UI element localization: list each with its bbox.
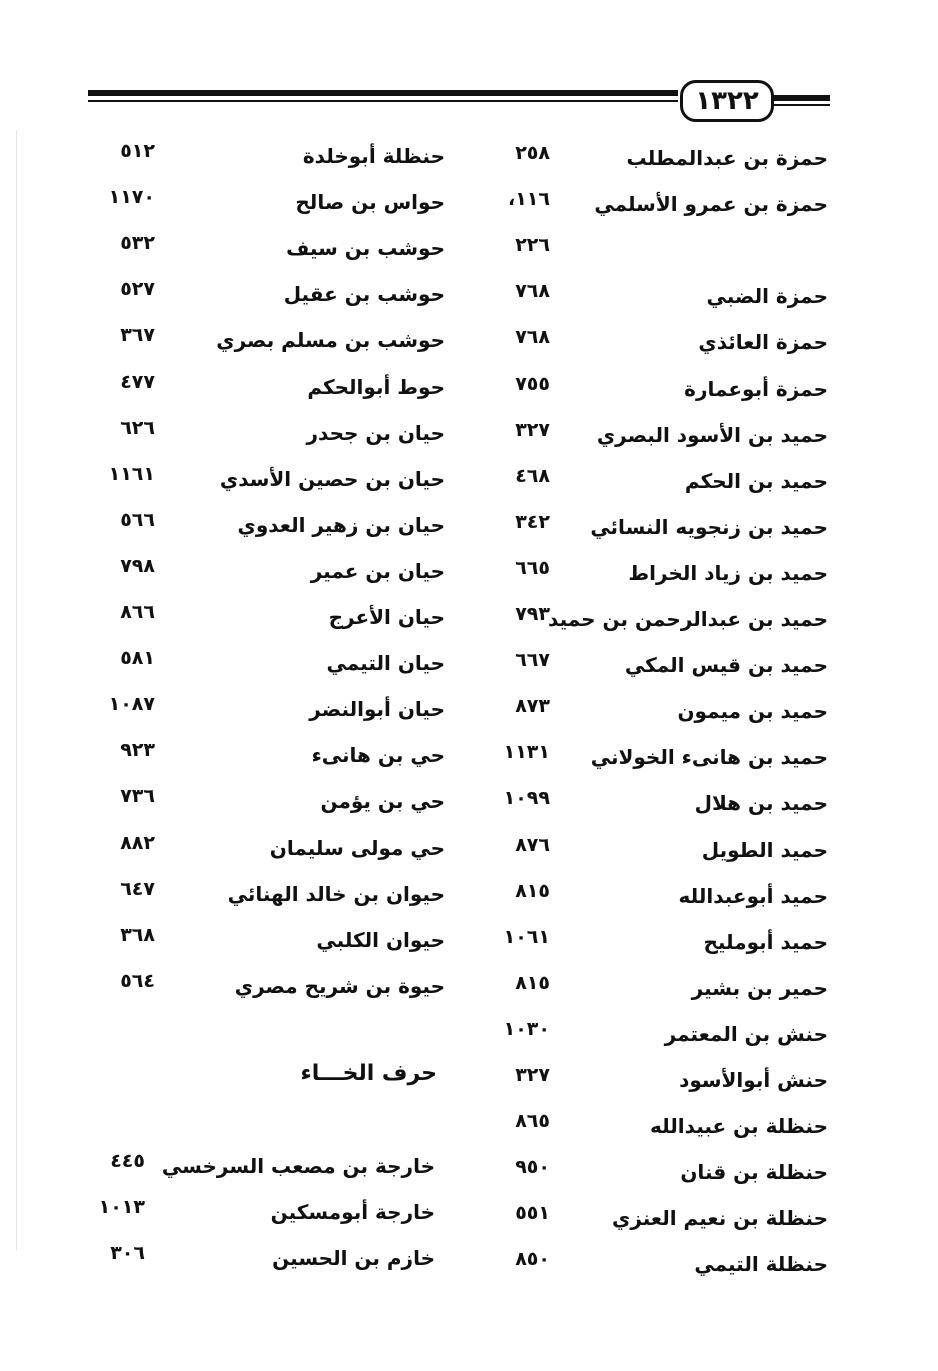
- index-entry-page: ١١٧٠: [108, 186, 155, 209]
- index-entry-page: ٧٦٨: [515, 280, 550, 303]
- index-entry-name: حيان بن زهير العدوي: [237, 512, 445, 537]
- index-entry-name: خازم بن الحسين: [272, 1246, 435, 1270]
- index-entry-page: ٣٤٢: [515, 510, 550, 533]
- header-rule-left-thin: [88, 100, 678, 102]
- scan-margin-line: [16, 130, 17, 1250]
- index-entry-name: حنظلة بن قنان: [680, 1160, 828, 1185]
- index-entry-name: حميد بن ميمون: [677, 699, 828, 724]
- index-entry-name: حميد بن قيس المكي: [624, 653, 828, 678]
- index-entry-name: حمير بن بشير: [691, 975, 828, 1000]
- index-entry-page: ٦٦٥: [515, 556, 550, 579]
- index-entry-name: حميد بن عبدالرحمن بن حميد: [548, 607, 828, 631]
- index-entry-page: ٧٣٦: [120, 785, 155, 808]
- index-entry-page: ٨٨٢: [120, 831, 155, 854]
- index-entry-page: ٩٥٠: [515, 1156, 550, 1179]
- index-entry-page: ١٠٨٧: [108, 693, 155, 716]
- index-entry-page: ٧٦٨: [515, 326, 550, 349]
- index-entry-page: ٨٧٦: [515, 833, 550, 856]
- index-entry-name: حنظلة بن عبيدالله: [650, 1114, 828, 1139]
- index-entry-name: حوشب بن عقيل: [283, 282, 445, 307]
- index-entry-name: حوشب بن مسلم بصري: [216, 328, 445, 353]
- index-entry-page: ٨١٥: [515, 879, 550, 902]
- index-entry-name: حنظلة بن نعيم العنزي: [612, 1206, 828, 1231]
- index-entry-name: خارجة أبومسكين: [270, 1200, 435, 1224]
- index-entry-name: حميد أبومليح: [703, 929, 828, 954]
- index-entry-name: حيان بن عمير: [310, 558, 445, 583]
- index-entry-page: ٨١٥: [515, 971, 550, 994]
- index-entry-name: حيوان الكلبي: [316, 927, 445, 952]
- index-entry-page: ٦٦٧: [515, 649, 550, 672]
- index-entry-page: ٥٣٢: [120, 232, 155, 255]
- index-entry-name: حمزة الضبي: [706, 284, 828, 309]
- index-entry-page: ٤٧٧: [120, 370, 155, 393]
- index-entry-page: ٣٢٧: [515, 1064, 550, 1086]
- index-entry-name: حنظلة التيمي: [694, 1252, 828, 1277]
- index-entry-page: ٩٢٣: [120, 739, 155, 762]
- index-entry-name: حمزة أبوعمارة: [684, 376, 828, 401]
- header-rule-right-thin: [772, 104, 830, 106]
- index-entry-page: ١١٦،: [507, 188, 550, 211]
- index-entry-name: حميد بن هانىء الخولاني: [590, 745, 828, 770]
- index-entry-page: ٥٦٤: [120, 969, 155, 992]
- index-entry-name: حميد بن هلال: [694, 791, 828, 816]
- index-entry-name: حي بن هانىء: [311, 743, 445, 768]
- header-rule-left-thick: [88, 90, 678, 96]
- index-entry-name: حمزة بن عبدالمطلب: [626, 146, 828, 170]
- index-entry-page: ٥٨١: [120, 647, 155, 670]
- index-entry-page: ٣٦٧: [120, 324, 155, 347]
- index-entry-page: ٥٢٧: [120, 278, 155, 301]
- index-entry-page: ٥٥١: [515, 1202, 550, 1225]
- index-entry-page: ٨٦٦: [120, 601, 155, 623]
- index-entry-name: خارجة بن مصعب السرخسي: [161, 1154, 435, 1178]
- index-entry-page: ١١٣١: [503, 741, 550, 764]
- index-entry-name: حوط أبوالحكم: [307, 374, 445, 399]
- section-heading: حرف الخـــاء: [300, 1061, 437, 1086]
- index-entry-name: حيوان بن خالد الهنائي: [227, 881, 445, 906]
- index-entry-page: ٤٦٨: [515, 464, 550, 487]
- index-entry-page: ٧٩٣: [515, 603, 550, 625]
- index-entry-page: ١٠١٣: [98, 1196, 145, 1218]
- index-entry-page: ٥٦٦: [120, 508, 155, 531]
- page-number: ١٣٢٢: [680, 80, 774, 122]
- index-entry-page: ٨٥٠: [515, 1248, 550, 1271]
- index-entry-name: حنش أبوالأسود: [679, 1068, 828, 1092]
- index-entry-page: ٢٢٦: [515, 234, 550, 257]
- index-entry-page: ٣٢٧: [515, 418, 550, 441]
- index-entry-page: ٦٢٦: [120, 416, 155, 439]
- index-entry-name: حيان التيمي: [326, 651, 445, 676]
- index-entry-page: ٢٥٨: [515, 142, 550, 164]
- index-entry-name: حيان أبوالنضر: [309, 697, 445, 722]
- index-entry-name: حيوة بن شريح مصري: [234, 973, 445, 998]
- index-entry-name: حمزة بن عمرو الأسلمي: [594, 192, 828, 217]
- index-entry-page: ١٠٣٠: [503, 1017, 550, 1040]
- index-entry-name: حميد أبوعبدالله: [678, 883, 828, 908]
- index-entry-page: ٥١٢: [120, 140, 155, 162]
- index-entry-name: حواس بن صالح: [295, 190, 445, 215]
- index-entry-name: حيان بن جحدر: [306, 420, 445, 445]
- index-entry-name: حميد بن زياد الخراط: [628, 560, 828, 585]
- index-entry-name: حيان بن حصين الأسدي: [219, 466, 445, 491]
- index-entry-name: حميد بن زنجويه النسائي: [590, 514, 828, 539]
- index-entry-name: حي مولى سليمان: [269, 835, 445, 860]
- index-entry-page: ٧٥٥: [515, 372, 550, 395]
- index-entry-name: حمزة العائذي: [698, 330, 828, 355]
- index-entry-name: حنش بن المعتمر: [664, 1021, 828, 1046]
- index-entry-page: ١٠٦١: [503, 925, 550, 948]
- index-entry-page: ٤٤٥: [110, 1150, 145, 1172]
- index-entry-page: ٨٦٥: [515, 1110, 550, 1133]
- index-entry-page: ٦٤٧: [120, 877, 155, 900]
- index-entry-name: حيان الأعرج: [328, 605, 445, 629]
- index-entry-name: حي بن يؤمن: [320, 789, 445, 814]
- index-entry-page: ١٠٩٩: [503, 787, 550, 810]
- index-entry-page: ٣٦٨: [120, 923, 155, 946]
- index-entry-name: حنظلة أبوخلدة: [302, 144, 445, 168]
- header-rule-right-thick: [772, 95, 830, 101]
- index-entry-page: ٣٠٦: [110, 1242, 145, 1264]
- index-entry-page: ١١٦١: [108, 462, 155, 485]
- index-entry-page: ٧٩٨: [120, 554, 155, 577]
- index-entry-name: حميد الطويل: [701, 837, 828, 862]
- index-entry-name: حميد بن الأسود البصري: [596, 422, 828, 447]
- index-entry-name: حوشب بن سيف: [286, 236, 445, 261]
- index-entry-page: ٨٧٣: [515, 695, 550, 718]
- index-entry-name: حميد بن الحكم: [684, 468, 828, 493]
